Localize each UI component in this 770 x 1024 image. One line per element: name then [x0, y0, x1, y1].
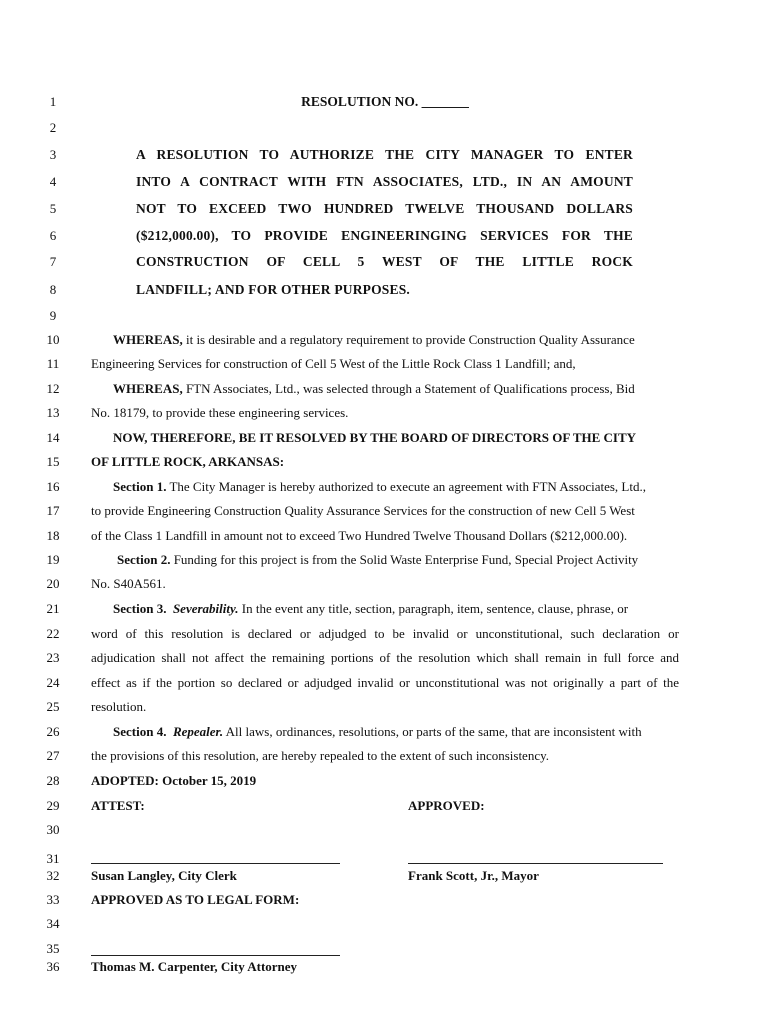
line-number: 10 [46, 332, 60, 347]
line-number: 24 [46, 675, 60, 690]
caption-line-5: CONSTRUCTION OF CELL 5 WEST OF THE LITTLE ROCK [136, 254, 633, 269]
section-1-label: Section 1. [113, 479, 167, 494]
section-3-line-5: resolution. [91, 699, 147, 714]
mayor-name: Frank Scott, Jr., Mayor [408, 868, 539, 883]
line-number: 33 [46, 892, 60, 907]
whereas-label: WHEREAS, [113, 381, 183, 396]
adopted-date: ADOPTED: October 15, 2019 [91, 773, 257, 788]
line-number: 27 [46, 748, 60, 763]
line-number: 11 [46, 356, 60, 371]
line-number: 36 [46, 959, 60, 974]
line-number: 29 [46, 798, 60, 813]
section-4-label: Section 4. [113, 724, 167, 739]
line-number: 5 [49, 201, 57, 216]
line-number: 17 [46, 503, 60, 518]
line-number: 20 [46, 576, 60, 591]
line-number: 32 [46, 868, 60, 883]
line-number: 3 [49, 147, 57, 162]
line-number: 16 [46, 479, 60, 494]
approved-label: APPROVED: [408, 798, 485, 813]
line-number: 2 [49, 120, 57, 135]
line-number: 31 [46, 851, 60, 866]
section-2-text: Funding for this project is from the Solid Waste Enterprise Fund, Special Project Activity [170, 552, 639, 567]
whereas-1-text: it is desirable and a regulatory requirement to provide Construction Quality Assurance [182, 332, 635, 347]
section-4-heading: Repealer. [172, 724, 224, 739]
section-2-line-2: No. S40A561. [91, 576, 166, 591]
line-number: 21 [46, 601, 60, 616]
section-4-line-2: the provisions of this resolution, are hereby repealed to the extent of such inconsistency. [91, 748, 550, 763]
line-number: 25 [46, 699, 60, 714]
line-number: 1 [49, 94, 57, 109]
caption-line-1: A RESOLUTION TO AUTHORIZE THE CITY MANAGER TO ENTER [136, 147, 633, 162]
resolution-title: RESOLUTION NO. _______ [301, 94, 469, 109]
line-number: 4 [49, 174, 57, 189]
attorney-signature-line [91, 955, 340, 956]
line-number: 22 [46, 626, 60, 641]
line-number: 34 [46, 916, 60, 931]
line-number: 12 [46, 381, 60, 396]
line-number: 8 [49, 282, 57, 297]
section-1 [113, 477, 646, 497]
section-1-line-3: of the Class 1 Landfill in amount not to exceed Two Hundred Twelve Thousand Dollars ($212,000.00). [91, 528, 628, 543]
attorney-name: Thomas M. Carpenter, City Attorney [91, 959, 298, 974]
clerk-signature-line [91, 863, 340, 864]
whereas-1-line-2: Engineering Services for construction of Cell 5 West of the Little Rock Class 1 Landfill; and, [91, 356, 576, 371]
line-number: 19 [46, 552, 60, 567]
whereas-paragraph-2 [113, 379, 635, 399]
whereas-2-line-2: No. 18179, to provide these engineering services. [91, 405, 349, 420]
whereas-label: WHEREAS, [113, 332, 183, 347]
line-number: 6 [49, 228, 57, 243]
line-number: 23 [46, 650, 60, 665]
line-number: 14 [46, 430, 60, 445]
section-4-text: All laws, ordinances, resolutions, or parts of the same, that are inconsistent with [223, 724, 642, 739]
whereas-2-text: FTN Associates, Ltd., was selected through a Statement of Qualifications process, Bid [182, 381, 635, 396]
section-4 [113, 722, 642, 742]
section-2-label: Section 2. [117, 552, 171, 567]
line-number: 28 [46, 773, 60, 788]
section-3-label: Section 3. [113, 601, 167, 616]
section-3-text: In the event any title, section, paragraph, item, sentence, clause, phrase, or [238, 601, 629, 616]
caption-line-4: ($212,000.00), TO PROVIDE ENGINEERINGING SERVICES FOR THE [136, 228, 633, 243]
line-number: 7 [49, 254, 57, 269]
line-number: 15 [46, 454, 60, 469]
clerk-name: Susan Langley, City Clerk [91, 868, 237, 883]
resolved-line-2: OF LITTLE ROCK, ARKANSAS: [91, 454, 285, 469]
section-2 [117, 550, 638, 570]
line-number: 13 [46, 405, 60, 420]
mayor-signature-line [408, 863, 663, 864]
caption-line-3: NOT TO EXCEED TWO HUNDRED TWELVE THOUSAND DOLLARS [136, 201, 633, 216]
resolved-line-1: NOW, THEREFORE, BE IT RESOLVED BY THE BOARD OF DIRECTORS OF THE CITY [113, 430, 637, 445]
line-number: 9 [49, 308, 57, 323]
line-number: 30 [46, 822, 60, 837]
section-3-heading: Severability. [172, 601, 239, 616]
section-3-line-3: adjudication shall not affect the remaining portions of the resolution which shall remain in full force and [91, 650, 679, 665]
line-number: 26 [46, 724, 60, 739]
line-number: 18 [46, 528, 60, 543]
section-1-line-2: to provide Engineering Construction Quality Assurance Services for the construction of new Cell 5 West [91, 503, 635, 518]
caption-line-2: INTO A CONTRACT WITH FTN ASSOCIATES, LTD., IN AN AMOUNT [136, 174, 633, 189]
whereas-paragraph-1 [113, 330, 635, 350]
line-number: 35 [46, 941, 60, 956]
attest-label: ATTEST: [91, 798, 145, 813]
section-3-line-2: word of this resolution is declared or adjudged to be invalid or unconstitutional, such declaration or [91, 626, 679, 641]
caption-line-6: LANDFILL; AND FOR OTHER PURPOSES. [136, 282, 411, 297]
legal-form-label: APPROVED AS TO LEGAL FORM: [91, 892, 300, 907]
section-3-line-4: effect as if the portion so declared or adjudged invalid or unconstitutional was not originally a part of the [91, 675, 679, 690]
section-1-text: The City Manager is hereby authorized to execute an agreement with FTN Associates, Ltd., [166, 479, 646, 494]
section-3 [113, 599, 628, 619]
